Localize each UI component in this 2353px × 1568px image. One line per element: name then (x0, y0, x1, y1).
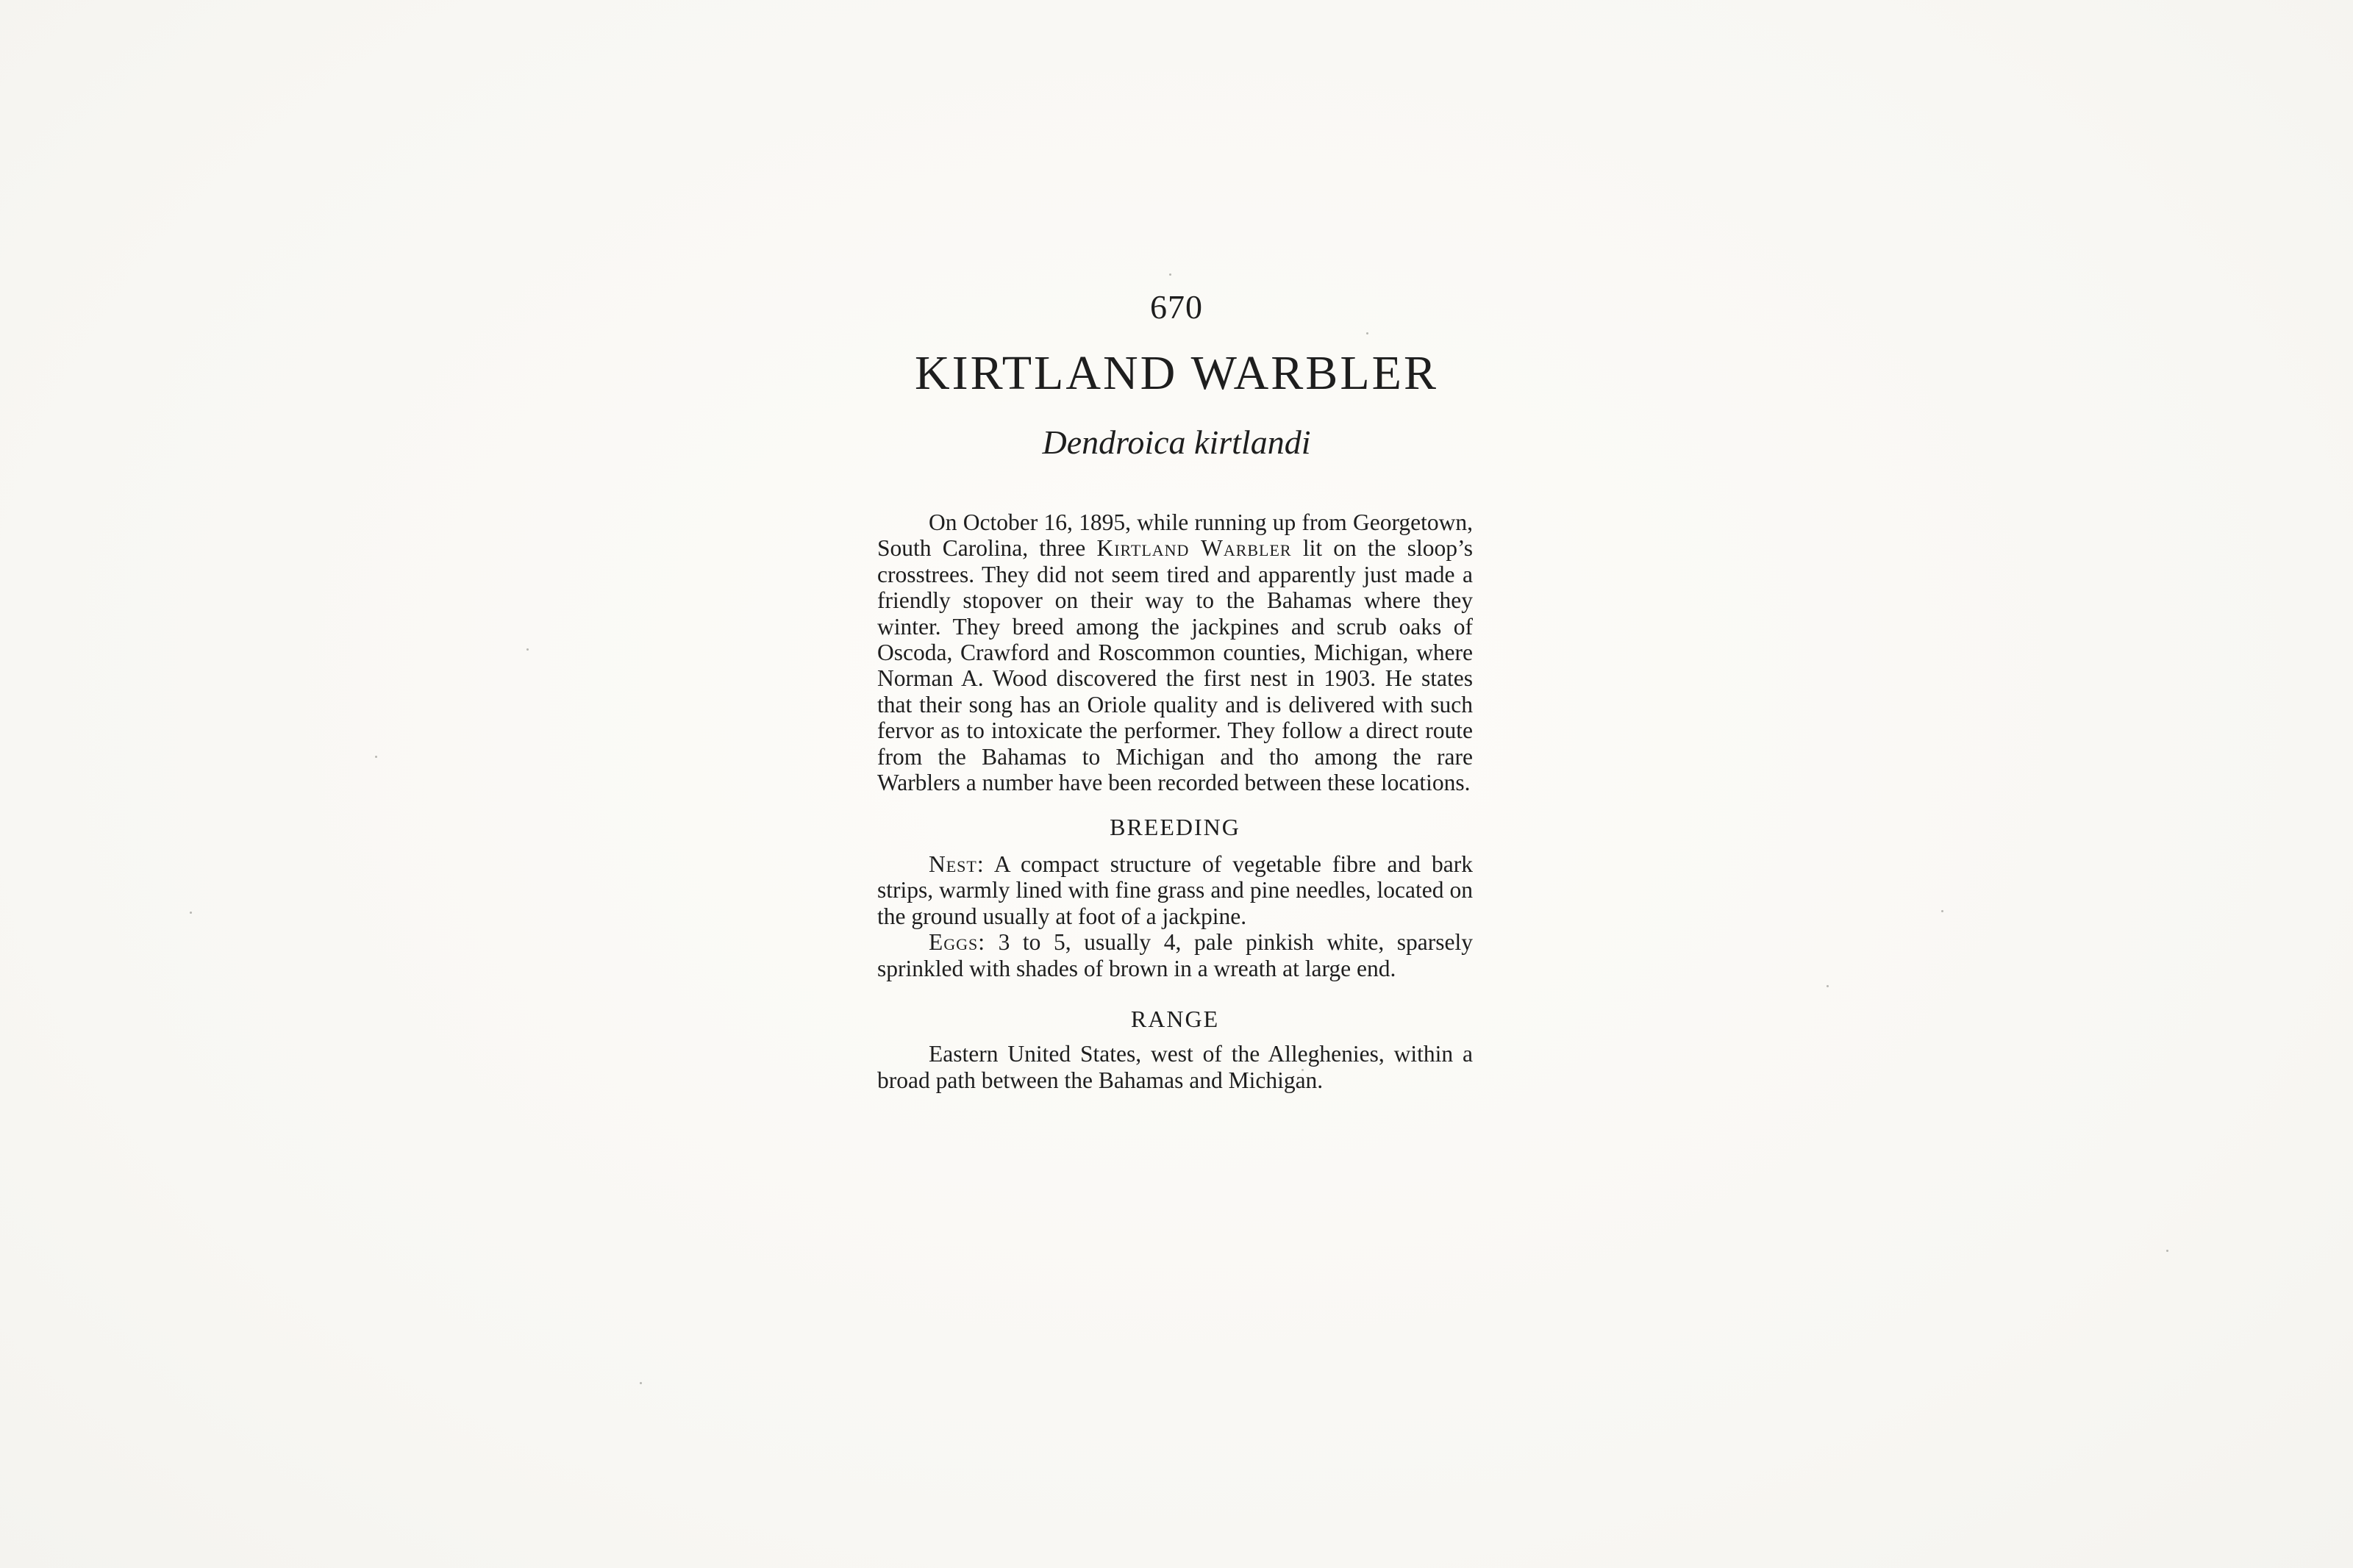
paper-speck (375, 756, 377, 758)
paper-speck (1941, 910, 1943, 912)
paper-speck (190, 912, 192, 914)
paper-speck (1169, 273, 1171, 276)
paper-speck (2166, 1250, 2168, 1252)
paper-speck (1827, 985, 1829, 987)
range-heading: RANGE (1130, 1005, 1220, 1032)
bird-name-small-caps: Kirtland Warbler (1096, 535, 1292, 562)
range-paragraph: Eastern United States, west of the Alleghenies, within a broad path between the Bahamas and Michigan. (877, 1041, 1473, 1093)
eggs-text: 3 to 5, usually 4, pale pinkish white, sparsely sprinkled with shades of brown in a wreath at large end. (877, 929, 1473, 981)
intro-text-end: lit on the sloop’s crosstrees. They did not seem tired and apparently just made a friendly stopover on their way to the Bahamas where they winter. They breed among the jackpines and scrub oaks of Oscoda, Crawford and Roscommon counties, Michigan, where Norman A. Wood discovered the first nest in 1903. He states that their song has an Oriole quality and is delivered with such fervor as to intoxicate the performer. They follow a direct route from the Bahamas to Michigan and tho among the rare Warblers a number have been recorded between these locations. (877, 535, 1473, 796)
paper-speck (1366, 332, 1368, 334)
paper-speck (640, 1382, 642, 1384)
text-column (877, 509, 1473, 1093)
nest-text: A compact structure of vegetable fibre and bark strips, warmly lined with fine grass and pine needles, located on the ground usually at foot of a jackpine. (877, 851, 1473, 929)
paper-speck (526, 648, 529, 651)
species-title: KIRTLAND WARBLER (915, 346, 1438, 400)
intro-paragraph (877, 509, 1473, 795)
scientific-name: Dendroica kirtlandi (1042, 423, 1311, 461)
nest-label: Nest: (929, 851, 985, 877)
page-number: 670 (1150, 288, 1203, 326)
eggs-paragraph (877, 929, 1473, 981)
eggs-label: Eggs: (929, 929, 986, 956)
intro-text-start: On October 16, 1895, while running up from Georgetown, South Carolina, three (877, 509, 1473, 562)
nest-paragraph (877, 851, 1473, 929)
breeding-heading: BREEDING (1110, 814, 1240, 841)
